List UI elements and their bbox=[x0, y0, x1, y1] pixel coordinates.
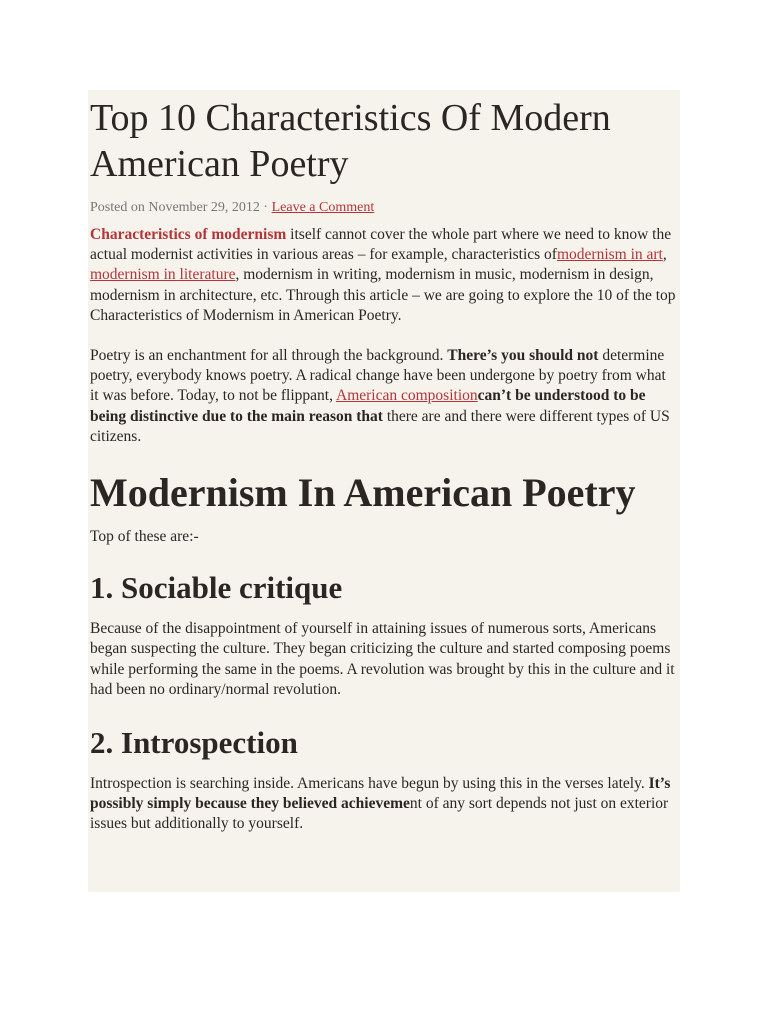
modernism-in-literature-link[interactable]: modernism in literature bbox=[90, 266, 236, 284]
poetry-text-1: Poetry is an enchantment for all through the background. bbox=[90, 347, 448, 365]
section-2-text-1: Introspection is searching inside. Americans have begun by using this in the verses lately. bbox=[90, 775, 649, 793]
section-1-heading: 1. Sociable critique bbox=[90, 570, 343, 606]
intro-text-2: , modernism in writing, modernism in music, modernism in design, modernism in architecture, etc. Through this article – we are going to explore the 10 of the top Characteristics of Modernism in American Poetry. bbox=[90, 266, 676, 324]
poetry-bold-1: There’s you should not bbox=[447, 347, 599, 365]
section-1-body: Because of the disappointment of yourself in attaining issues of numerous sorts, Americans began suspecting the culture. They began criticizing the culture and started composing poems while performing the same in the poems. A revolution was brought by this in the culture and it had been no ordinary/normal revolution. bbox=[90, 620, 675, 698]
modernism-in-art-link[interactable]: modernism in art bbox=[556, 246, 663, 264]
poetry-paragraph bbox=[90, 346, 678, 447]
section-2-body bbox=[90, 774, 678, 835]
section-2-heading: 2. Introspection bbox=[90, 725, 298, 761]
article bbox=[88, 90, 680, 835]
intro-separator: , bbox=[662, 246, 667, 264]
posted-date: Posted on November 29, 2012 · bbox=[90, 200, 272, 215]
section-2-text-2: nt of any sort depends not just on exterior issues but additionally to yourself. bbox=[90, 795, 669, 833]
poetry-text-3: there are and there were different types of US citizens. bbox=[90, 407, 670, 445]
american-composition-link[interactable]: American composition bbox=[336, 387, 478, 405]
section-heading: Modernism In American Poetry bbox=[90, 470, 636, 516]
document-page bbox=[88, 90, 680, 892]
section-2-bold: It’s possibly simply because they believed achieveme bbox=[90, 775, 671, 813]
intro-paragraph bbox=[90, 225, 678, 326]
intro-text-1: itself cannot cover the whole part where we need to know the actual modernist activities in various areas – for example, characteristics of bbox=[90, 226, 672, 264]
top-text: Top of these are:- bbox=[90, 528, 199, 546]
characteristics-of-modernism-link[interactable]: Characteristics of modernism bbox=[90, 226, 287, 243]
page-title: Top 10 Characteristics Of Modern American Poetry bbox=[90, 97, 611, 185]
poetry-bold-2: can’t be understood to be being distinctive due to the main reason that bbox=[90, 387, 646, 425]
poetry-text-2: determine poetry, everybody knows poetry. A radical change have been undergone by poetry from what it was before. Today, to not be flippant, bbox=[90, 347, 666, 405]
leave-comment-link[interactable]: Leave a Comment bbox=[271, 200, 375, 215]
post-meta bbox=[90, 199, 678, 217]
